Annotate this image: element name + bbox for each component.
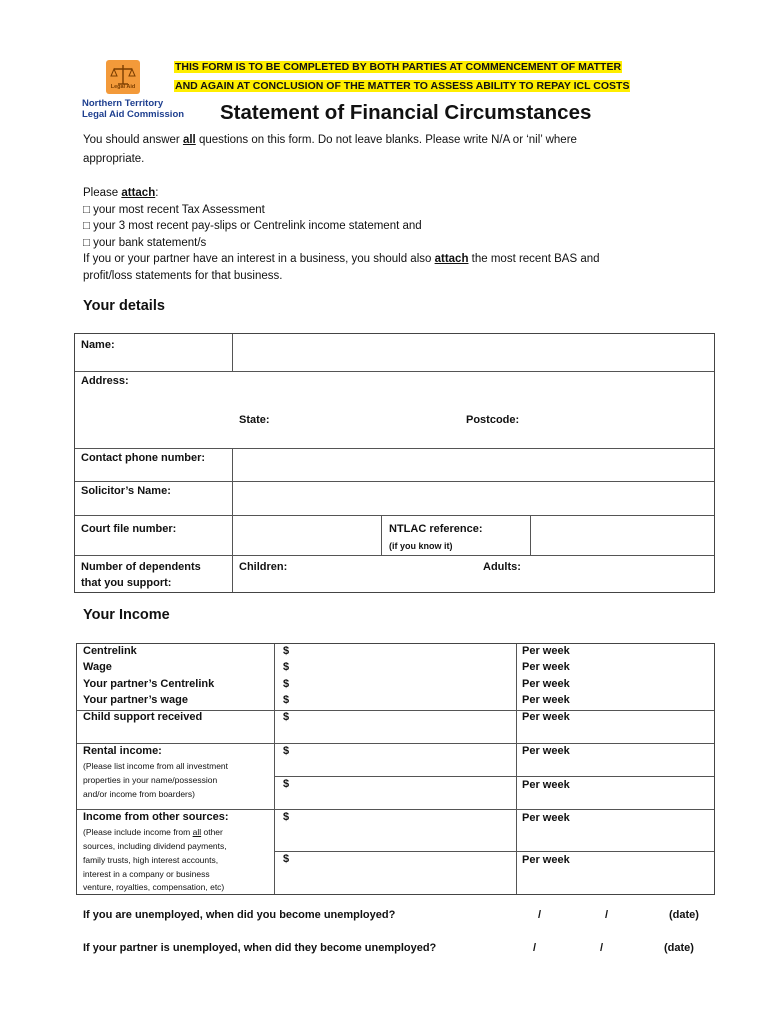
- business-line1: [83, 253, 600, 265]
- ntlac-hint: (if you know it): [389, 541, 453, 551]
- per-week-partner-wage: Per week: [522, 694, 570, 706]
- label-solicitor: Solicitor’s Name:: [81, 485, 171, 497]
- ntlac-field[interactable]: [531, 516, 713, 555]
- income-item-partner-wage: Your partner’s wage: [83, 694, 188, 706]
- attach-line: [83, 187, 158, 199]
- business-emphasis: attach: [434, 253, 469, 265]
- business-text-a: If you or your partner have an interest in a business, you should also: [83, 253, 435, 265]
- business-text-c: the most recent BAS and: [468, 253, 600, 265]
- unemployed-slash-1: /: [538, 909, 542, 921]
- label-ntlac: NTLAC reference:: [389, 523, 483, 535]
- per-week-partner-centrelink: Per week: [522, 678, 570, 690]
- other-note-5: venture, royalties, compensation, etc): [83, 882, 225, 892]
- label-children: Children:: [239, 561, 288, 573]
- logo-org-line1: Northern Territory: [82, 98, 164, 109]
- other-note-1: [83, 826, 223, 840]
- attach-text-a: Please: [83, 187, 122, 199]
- label-address: Address:: [81, 375, 129, 387]
- other-note-3: family trusts, high interest accounts,: [83, 855, 219, 865]
- label-dependents-2: that you support:: [81, 577, 172, 589]
- dollar-other-1: $: [283, 811, 290, 823]
- income-item-child-support: Child support received: [83, 711, 203, 723]
- per-week-wage: Per week: [522, 661, 570, 673]
- label-state: State:: [239, 414, 270, 426]
- rental-note-3: and/or income from boarders): [83, 789, 195, 799]
- label-name: Name:: [81, 339, 115, 351]
- per-week-rental-2: Per week: [522, 779, 570, 791]
- partner-date-label: (date): [664, 942, 694, 954]
- label-rental-income: Rental income:: [83, 745, 162, 757]
- partner-slash-2: /: [600, 942, 604, 954]
- unemployed-date-label: (date): [669, 909, 699, 921]
- rental-note-1: (Please list income from all investment: [83, 761, 229, 771]
- label-adults: Adults:: [483, 561, 521, 573]
- address-field[interactable]: [233, 372, 713, 448]
- dollar-rental-1: $: [283, 745, 290, 757]
- dollar-child-support: $: [283, 711, 290, 723]
- other-note-text-c: other: [201, 827, 223, 837]
- per-week-other-2: Per week: [522, 854, 570, 866]
- logo-badge-text: Legal Aid: [110, 84, 136, 90]
- banner-line1: THIS FORM IS TO BE COMPLETED BY BOTH PARTIES AT COMMENCEMENT OF MATTER: [175, 61, 622, 73]
- dollar-other-2: $: [283, 853, 290, 865]
- per-week-centrelink: Per week: [522, 645, 570, 657]
- per-week-child-support: Per week: [522, 711, 570, 723]
- dollar-partner-wage: $: [283, 694, 290, 706]
- details-table: [74, 333, 715, 593]
- partner-slash-1: /: [533, 942, 537, 954]
- label-contact-phone: Contact phone number:: [81, 452, 206, 464]
- label-other-sources: Income from other sources:: [83, 811, 229, 823]
- logo-org-line2: Legal Aid Commission: [82, 109, 185, 120]
- unemployed-question: If you are unemployed, when did you become unemployed?: [83, 909, 396, 921]
- other-note-4: interest in a company or business: [83, 869, 210, 879]
- intro-line1: [83, 134, 577, 146]
- attach-text-c: :: [155, 187, 159, 199]
- per-week-other-1: Per week: [522, 812, 570, 824]
- intro-line2: appropriate.: [83, 153, 145, 165]
- label-postcode: Postcode:: [466, 414, 520, 426]
- solicitor-field[interactable]: [233, 482, 713, 515]
- attach-bullet-1: □ your most recent Tax Assessment: [83, 204, 265, 216]
- attach-bullet-2: □ your 3 most recent pay-slips or Centrelink income statement and: [83, 220, 422, 232]
- legal-aid-logo: [106, 60, 140, 94]
- other-note-emphasis: all: [192, 827, 202, 837]
- intro-emphasis-all: all: [182, 134, 196, 146]
- income-item-partner-centrelink: Your partner’s Centrelink: [83, 678, 215, 690]
- section-your-income: Your Income: [83, 607, 170, 623]
- other-note-text-a: (Please include income from: [83, 827, 193, 837]
- intro-text-c: questions on this form. Do not leave blanks. Please write N/A or ‘nil’ where: [195, 134, 577, 146]
- banner-line2: AND AGAIN AT CONCLUSION OF THE MATTER TO ASSESS ABILITY TO REPAY ICL COSTS: [175, 80, 630, 92]
- dollar-centrelink: $: [283, 645, 290, 657]
- income-table: [76, 643, 715, 895]
- dollar-rental-2: $: [283, 778, 290, 790]
- contact-phone-field[interactable]: [233, 449, 713, 481]
- name-field[interactable]: [233, 335, 713, 371]
- intro-text-a: You should answer: [83, 134, 183, 146]
- court-file-field[interactable]: [233, 516, 381, 555]
- section-your-details: Your details: [83, 298, 165, 314]
- label-dependents-1: Number of dependents: [81, 561, 201, 573]
- page-title: Statement of Financial Circumstances: [220, 101, 592, 124]
- dollar-partner-centrelink: $: [283, 678, 290, 690]
- per-week-rental-1: Per week: [522, 745, 570, 757]
- dollar-wage: $: [283, 661, 290, 673]
- attach-emphasis: attach: [121, 187, 156, 199]
- label-court-file: Court file number:: [81, 523, 177, 535]
- business-line2: profit/loss statements for that business.: [83, 270, 283, 282]
- income-item-centrelink: Centrelink: [83, 645, 137, 657]
- income-item-wage: Wage: [83, 661, 112, 673]
- partner-unemployed-question: If your partner is unemployed, when did they become unemployed?: [83, 942, 437, 954]
- other-note-2: sources, including dividend payments,: [83, 841, 227, 851]
- attach-bullet-3: □ your bank statement/s: [83, 237, 207, 249]
- rental-note-2: properties in your name/possession: [83, 775, 218, 785]
- unemployed-slash-2: /: [605, 909, 609, 921]
